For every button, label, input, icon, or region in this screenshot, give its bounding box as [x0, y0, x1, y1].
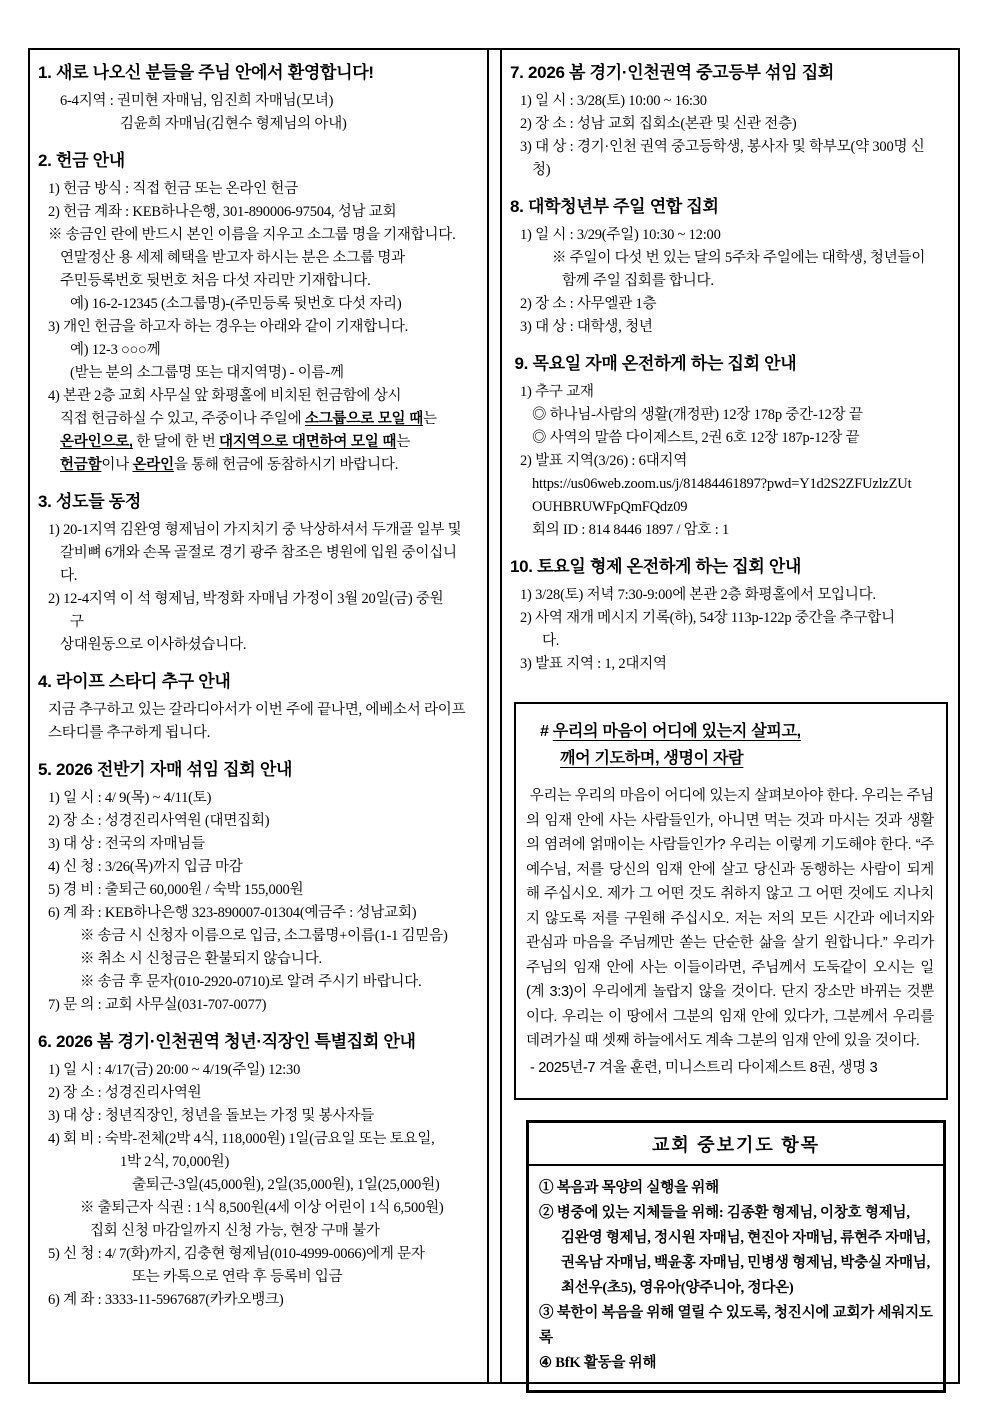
prayer-item: ① 복음과 목양의 실행을 위해 — [539, 1179, 719, 1196]
content-line: 예) 12-3 ○○○께 — [70, 342, 161, 358]
content-line: 1) 20-1지역 김완영 형제님이 가지치기 중 낙상하셔서 두개골 일부 및 — [48, 522, 462, 538]
left-column — [30, 50, 489, 1382]
content-line: 6-4지역 : 권미현 자매님, 임진희 자매님(모녀) — [60, 93, 334, 109]
section-number: 3. — [38, 492, 57, 511]
section-title: 헌금 안내 — [56, 151, 125, 170]
plain-text: 이나 — [101, 457, 133, 473]
content-line: 1) 일 시 : 4/ 9(목) ~ 4/11(토) — [48, 790, 212, 806]
section-heading — [38, 146, 479, 176]
content-line: 3) 대 상 : 전국의 자매님들 — [48, 836, 205, 852]
content-line: 5) 경 비 : 출퇴근 60,000원 / 숙박 155,000원 — [48, 882, 304, 898]
content-line: 스타디를 추구하게 됩니다. — [48, 725, 211, 741]
meditation-source: - 2025년-7 겨울 훈련, 미니스트리 다이제스트 8권, 생명 3 — [530, 1059, 878, 1076]
section-heading — [38, 755, 479, 785]
section-heading — [38, 667, 479, 697]
section — [510, 552, 950, 676]
content-line: 2) 발표 지역(3/26) : 6대지역 — [520, 453, 688, 469]
content-line — [38, 431, 479, 454]
content-line — [38, 408, 479, 431]
content-line: 1박 2식, 70,000원) — [120, 1154, 230, 1170]
highlighted-text: 소그룹으로 모일 때 — [304, 411, 424, 427]
content-line: 3) 개인 헌금을 하고자 하는 경우는 아래와 같이 기재합니다. — [48, 319, 409, 335]
content-line: 집회 신청 마감일까지 신청 가능, 현장 구매 불가 — [90, 1223, 380, 1239]
right-column — [500, 50, 958, 1382]
content-line: 청) — [532, 162, 551, 178]
content-line: 6) 계 좌 : 3333-11-5967687(카카오뱅크) — [48, 1292, 284, 1308]
section-number: 9. — [510, 354, 533, 373]
prayer-item: ④ BfK 활동을 위해 — [539, 1354, 657, 1371]
prayer-item: ③ 북한이 복음을 위해 열릴 수 있도록, 청진시에 교회가 세워지도록 — [539, 1304, 933, 1346]
section-heading — [510, 552, 950, 582]
section-number: 8. — [510, 197, 529, 216]
content-line: 1) 일 시 : 3/29(주일) 10:30 ~ 12:00 — [520, 227, 721, 243]
content-line: 갈비뼈 6개와 손목 골절로 경기 광주 참조은 병원에 입원 중이십니 — [60, 545, 457, 561]
section-number: 2. — [38, 151, 57, 170]
meditation-title-line2 — [540, 745, 934, 772]
section-title: 목요일 자매 온전하게 하는 집회 안내 — [532, 354, 797, 373]
content-line: 7) 문 의 : 교회 사무실(031-707-0077) — [48, 997, 267, 1013]
section — [38, 1027, 479, 1312]
section — [38, 667, 479, 745]
meditation-title-text1: 우리의 마음이 어디에 있는지 살피고, — [552, 723, 801, 740]
content-line: ※ 취소 시 신청금은 환불되지 않습니다. — [80, 951, 322, 967]
content-line: 3) 대 상 : 청년직장인, 청년을 돌보는 가정 및 봉사자들 — [48, 1108, 374, 1124]
meditation-body: 우리는 우리의 마음이 어디에 있는지 살펴보아야 한다. 우리는 주님의 임재 안에 사는 사람들인가, 아니면 먹는 것과 마시는 것과 생활의 염려에 얽매이는 사람들인가? 우리는 이렇게 기도해야 한다. “주 예수님, 저를 당신의 임재 안에 살고 당신과 동행하는 사람이 되게 해 주십시오. 제가 그 어떤 것도 취하지 않고 그 어떤 것에도 지나치지 않도록 저를 구원해 주십시오. 저는 저의 모든 시간과 에너지와 관심과 마음을 주님께만 쏟는 단순한 삶을 살기 원합니다.” 우리가 주님의 임재 안에 사는 이들이라면, 주님께서 도둑같이 오시는 일(계 3:3)이 우리에게 놀랍지 않을 것이다. 단지 장소만 바뀌는 것뿐이다. 우리는 이 땅에서 그분의 임재 안에 있다가, 그분께서 우리를 데려가실 때 셋째 하늘에서도 계속 그분의 임재 안에 있을 것이다. — [526, 788, 938, 1049]
content-line: 6) 계 좌 : KEB하나은행 323-890007-01304(예금주 : 성남교회) — [48, 905, 417, 921]
content-line: ◎ 사역의 말씀 다이제스트, 2권 6호 12장 187p-12장 끝 — [532, 430, 860, 446]
section-number: 5. — [38, 760, 57, 779]
right-column-sections — [510, 58, 950, 676]
content-line: 2) 12-4지역 이 석 형제님, 박정화 자매님 가정이 3월 20일(금) 중원 — [48, 591, 444, 607]
meditation-title — [526, 718, 934, 772]
content-line: ※ 송금 후 문자(010-2920-0710)로 알려 주시기 바랍니다. — [80, 974, 422, 990]
content-line: ※ 송금 시 신청자 이름으로 입금, 소그룹명+이름(1-1 김믿음) — [80, 928, 448, 944]
content-line: 예) 16-2-12345 (소그룹명)-(주민등록 뒷번호 다섯 자리) — [70, 296, 402, 312]
highlighted-text: 온라인으로, — [60, 434, 133, 450]
section-heading — [510, 58, 950, 88]
content-line: 4) 신 청 : 3/26(목)까지 입금 마감 — [48, 859, 243, 875]
section — [510, 192, 950, 339]
content-line: 1) 일 시 : 3/28(토) 10:00 ~ 16:30 — [520, 93, 707, 109]
content-line: 연말정산 용 세제 혜택을 받고자 하시는 분은 소그룹 명과 — [60, 250, 405, 266]
content-line: 2) 장 소 : 사무엘관 1층 — [520, 296, 657, 312]
plain-text: 을 통해 헌금에 동참하시기 바랍니다. — [173, 457, 399, 473]
prayer-item: 김완영 형제님, 정시원 자매님, 현진아 자매님, 류현주 자매님, — [561, 1229, 931, 1246]
section-number: 6. — [38, 1032, 57, 1051]
content-line: OUHBRUWFpQmFQdz09 — [532, 499, 688, 515]
section — [510, 58, 950, 182]
content-line: 회의 ID : 814 8446 1897 / 암호 : 1 — [532, 522, 730, 538]
plain-text: 는 — [396, 434, 411, 450]
plain-text: 직접 헌금하실 수 있고, 주중이나 주일에 — [60, 411, 305, 427]
prayer-box — [526, 1120, 946, 1393]
section-title: 성도들 동정 — [56, 492, 142, 511]
content-line: 2) 장 소 : 성경진리사역원 (대면집회) — [48, 813, 270, 829]
section-heading — [38, 487, 479, 517]
section-title: 새로 나오신 분들을 주님 안에서 환영합니다! — [56, 63, 374, 82]
content-line: ◎ 하나님-사람의 생활(개정판) 12장 178p 중간-12장 끝 — [532, 407, 863, 423]
bulletin-page-frame — [28, 48, 960, 1384]
content-line: 2) 헌금 계좌 : KEB하나은행, 301-890006-97504, 성남 교회 — [48, 204, 397, 220]
prayer-item: 최선우(초5), 영유아(양주니아, 정다온) — [561, 1279, 794, 1296]
section-number: 4. — [38, 672, 57, 691]
section-title: 라이프 스타디 추구 안내 — [56, 672, 231, 691]
hash-mark: # — [540, 723, 553, 740]
plain-text: 한 달에 한 번 — [132, 434, 220, 450]
content-line: 출퇴근-3일(45,000원), 2일(35,000원), 1일(25,000원) — [132, 1177, 440, 1193]
content-line: 2) 장 소 : 성남 교회 집회소(본관 및 신관 전층) — [520, 116, 797, 132]
content-line: 2) 사역 재개 메시지 기록(하), 54장 113p-122p 중간을 추구합니 — [520, 610, 895, 626]
content-line: 3) 대 상 : 대학생, 청년 — [520, 319, 653, 335]
section-title: 토요일 형제 온전하게 하는 집회 안내 — [537, 557, 802, 576]
section-heading — [510, 192, 950, 222]
section — [38, 146, 479, 477]
section — [38, 58, 479, 136]
content-line: 4) 본관 2층 교회 사무실 앞 화평홀에 비치된 헌금함에 상시 — [48, 388, 402, 404]
section-title: 2026 전반기 자매 섞임 집회 안내 — [56, 760, 293, 779]
prayer-item: 권옥남 자매님, 백윤홍 자매님, 민병생 형제님, 박충실 자매님, — [561, 1254, 931, 1271]
content-line: (받는 분의 소그룹명 또는 대지역명) - 이름-께 — [70, 365, 344, 381]
content-line: ※ 주일이 다섯 번 있는 달의 5주차 주일에는 대학생, 청년들이 — [552, 250, 926, 266]
content-line: 5) 신 청 : 4/ 7(화)까지, 김충현 형제님(010-4999-0066)에게 문자 — [48, 1246, 425, 1262]
section-number: 10. — [510, 557, 538, 576]
plain-text: 는 — [423, 411, 437, 427]
content-line: 지금 추구하고 있는 갈라디아서가 이번 주에 끝나면, 에베소서 라이프 — [48, 702, 466, 718]
section — [510, 349, 950, 542]
content-line: 2) 장 소 : 성경진리사역원 — [48, 1085, 202, 1101]
section-title: 대학청년부 주일 연합 집회 — [528, 197, 719, 216]
content-line: 3) 대 상 : 경기·인천 권역 중고등학생, 봉사자 및 학부모(약 300명 신 — [520, 139, 925, 155]
section-heading — [38, 1027, 479, 1057]
content-line: 3) 발표 지역 : 1, 2대지역 — [520, 656, 667, 672]
meditation-box — [514, 702, 948, 1100]
section — [38, 755, 479, 1017]
section-number: 1. — [38, 63, 57, 82]
content-line: 1) 일 시 : 4/17(금) 20:00 ~ 4/19(주일) 12:30 — [48, 1062, 301, 1078]
content-line: 상대원동으로 이사하셨습니다. — [60, 637, 247, 653]
content-line: ※ 송금인 란에 반드시 본인 이름을 지우고 소그룹 명을 기재합니다. — [48, 227, 456, 243]
section-heading — [510, 349, 950, 379]
section — [38, 487, 479, 657]
content-line: 다. — [542, 633, 560, 649]
section-title: 2026 봄 경기·인천권역 중고등부 섞임 집회 — [528, 63, 834, 82]
content-line: 4) 회 비 : 숙박-전체(2박 4식, 118,000원) 1일(금요일 또는 토요일, — [48, 1131, 435, 1147]
content-line: 1) 헌금 방식 : 직접 헌금 또는 온라인 헌금 — [48, 181, 299, 197]
content-line: 주민등록번호 뒷번호 처음 다섯 자리만 기재합니다. — [60, 273, 371, 289]
prayer-box-title: 교회 중보기도 항목 — [529, 1123, 943, 1166]
section-heading — [38, 58, 479, 88]
content-line: 또는 카톡으로 연락 후 등록비 입금 — [132, 1269, 343, 1285]
content-line — [38, 454, 479, 477]
content-line: 구 — [70, 614, 84, 630]
content-line: 함께 주일 집회를 합니다. — [562, 273, 714, 289]
column-divider — [489, 50, 500, 1382]
content-line: 김윤희 자매님(김현수 형제님의 아내) — [120, 116, 347, 132]
meditation-title-text2: 깨어 기도하며, 생명이 자람 — [560, 750, 744, 767]
content-line: 다. — [60, 568, 78, 584]
meditation-title-line1 — [540, 718, 934, 745]
content-line: 1) 3/28(토) 저녁 7:30-9:00에 본관 2층 화평홀에서 모입니다. — [520, 587, 876, 603]
content-line: 1) 추구 교재 — [520, 384, 594, 400]
section-title: 2026 봄 경기·인천권역 청년·직장인 특별집회 안내 — [56, 1032, 416, 1051]
section-number: 7. — [510, 63, 529, 82]
prayer-item: ② 병중에 있는 지체들을 위해: 김종환 형제님, 이창호 형제님, — [539, 1204, 910, 1221]
content-line: ※ 출퇴근자 식권 : 1식 8,500원(4세 이상 어린이 1식 6,500원) — [80, 1200, 444, 1216]
content-line: https://us06web.zoom.us/j/81484461897?pwd=Y1d2S2ZFUzlzZUt — [532, 476, 912, 492]
highlighted-text: 온라인 — [132, 457, 174, 473]
highlighted-text: 헌금함 — [60, 457, 102, 473]
highlighted-text: 대지역으로 대면하여 모일 때 — [219, 434, 397, 450]
prayer-items — [529, 1166, 943, 1390]
